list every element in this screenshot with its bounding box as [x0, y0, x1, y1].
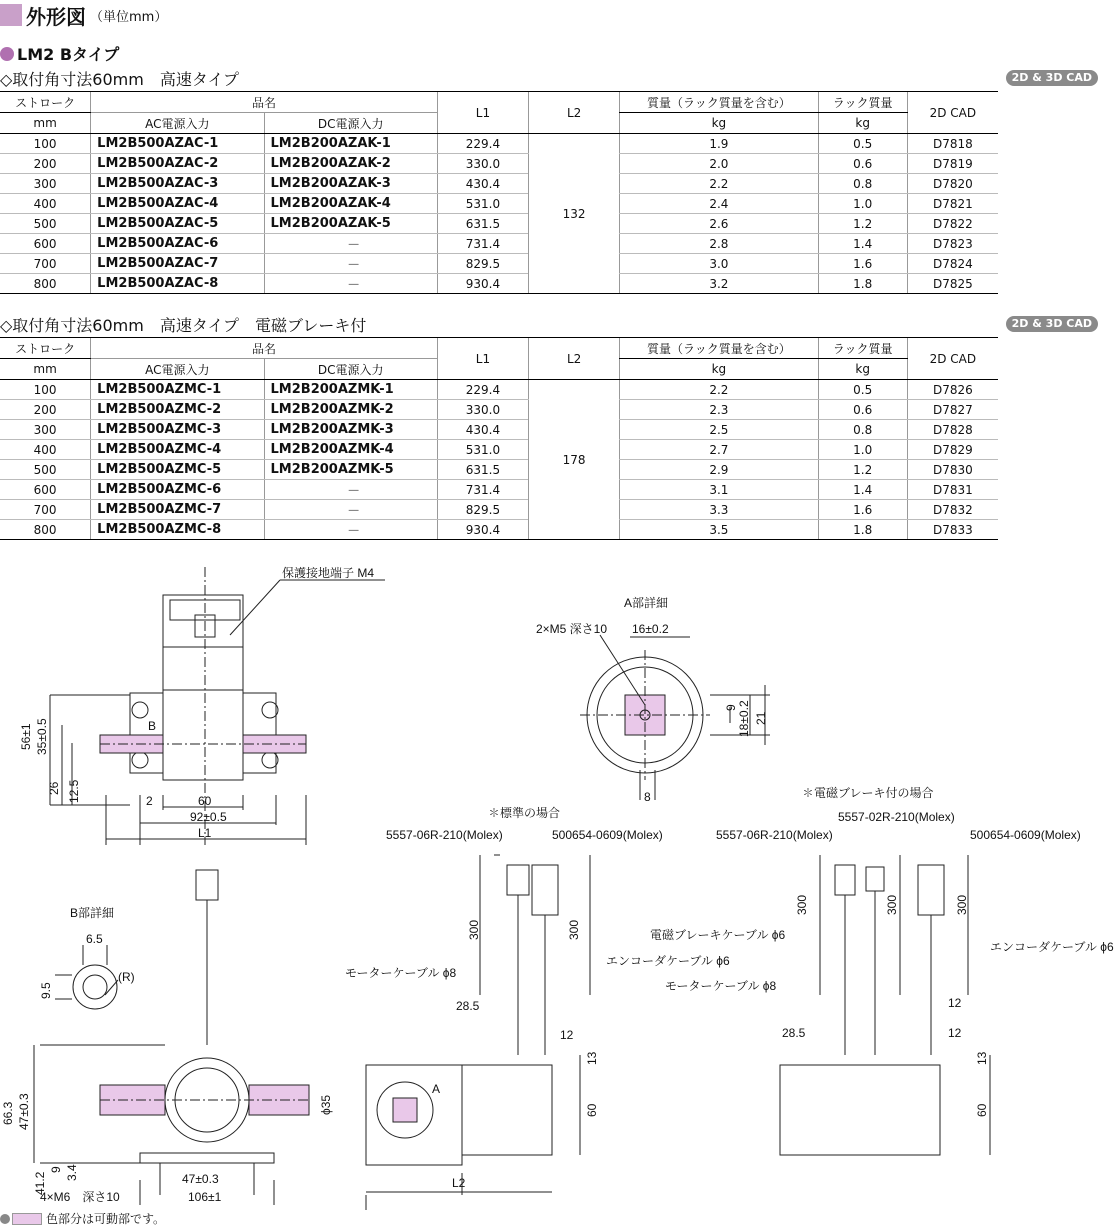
cell-l1: 731.4	[437, 480, 528, 500]
cell-stroke: 200	[0, 400, 91, 420]
cell-stroke: 400	[0, 440, 91, 460]
dim-18: 18±0.2	[737, 700, 751, 737]
cell-rack: 1.6	[818, 500, 907, 520]
col-rack-unit: kg	[818, 359, 907, 380]
dim-66-3: 66.3	[1, 1101, 15, 1125]
cell-mass: 3.2	[620, 274, 818, 294]
col-rack-unit: kg	[818, 113, 907, 134]
cell-mass: 3.3	[620, 500, 818, 520]
cell-l1: 829.5	[437, 500, 528, 520]
dim-106: 106±1	[188, 1190, 222, 1204]
table-row	[0, 520, 998, 540]
col-part: 品名	[91, 92, 438, 113]
cad-badge-1[interactable]: 2D & 3D CAD	[1006, 70, 1098, 86]
table-row	[0, 500, 998, 520]
legend	[0, 1210, 165, 1227]
cell-mass: 3.5	[620, 520, 818, 540]
col-mass-unit: kg	[620, 359, 818, 380]
cell-mass: 2.2	[620, 174, 818, 194]
page-title: 外形図	[26, 4, 86, 29]
cell-ac: LM2B500AZMC-4	[91, 440, 264, 460]
cell-mass: 1.9	[620, 134, 818, 154]
dim-3-4: 3.4	[65, 1164, 79, 1181]
cell-cad[interactable]: D7823	[907, 234, 998, 254]
cell-l1: 531.0	[437, 440, 528, 460]
cell-rack: 1.4	[818, 234, 907, 254]
col-mass: 質量（ラック質量を含む）	[620, 338, 818, 359]
cell-ac: LM2B500AZAC-2	[91, 154, 264, 174]
cell-l2: 178	[529, 380, 620, 540]
cell-ac: LM2B500AZMC-7	[91, 500, 264, 520]
dim-l1: L1	[198, 826, 212, 840]
dim-35: 35±0.5	[35, 718, 49, 755]
cell-dc: LM2B200AZMK-1	[264, 380, 437, 400]
col-l2: L2	[529, 338, 620, 380]
cell-dc: －	[264, 234, 437, 254]
std-encoder-cable: エンコーダケーブル ϕ6	[606, 954, 730, 968]
cell-stroke: 100	[0, 134, 91, 154]
cell-l1: 229.4	[437, 134, 528, 154]
cell-l1: 731.4	[437, 234, 528, 254]
cell-cad[interactable]: D7826	[907, 380, 998, 400]
cell-mass: 2.2	[620, 380, 818, 400]
cell-ac: LM2B500AZAC-6	[91, 234, 264, 254]
cell-cad[interactable]: D7828	[907, 420, 998, 440]
cell-rack: 1.2	[818, 460, 907, 480]
dim-47: 47±0.3	[17, 1093, 31, 1130]
cell-ac: LM2B500AZAC-5	[91, 214, 264, 234]
cell-rack: 1.0	[818, 194, 907, 214]
brake-dim-13: 13	[975, 1051, 989, 1065]
cell-cad[interactable]: D7821	[907, 194, 998, 214]
movable-swatch	[12, 1213, 42, 1225]
end-view	[34, 870, 310, 1205]
mark-a: A	[432, 1082, 441, 1096]
cell-mass: 2.4	[620, 194, 818, 214]
cell-stroke: 800	[0, 274, 91, 294]
table-row	[0, 214, 998, 234]
spec-table-brake	[0, 337, 998, 540]
cell-cad[interactable]: D7818	[907, 134, 998, 154]
col-cad: 2D CAD	[907, 338, 998, 380]
table-row	[0, 400, 998, 420]
std-dim-12: 12	[560, 1028, 574, 1042]
cell-dc: －	[264, 254, 437, 274]
cell-cad[interactable]: D7831	[907, 480, 998, 500]
m5-label: 2×M5 深さ10	[536, 622, 608, 636]
std-side-view	[366, 855, 590, 1210]
cell-stroke: 600	[0, 234, 91, 254]
cell-ac: LM2B500AZMC-3	[91, 420, 264, 440]
cell-rack: 0.5	[818, 380, 907, 400]
table-row	[0, 154, 998, 174]
dim-21: 21	[754, 711, 768, 725]
std-case-label: ✽標準の場合	[488, 806, 561, 820]
cell-dc: LM2B200AZAK-1	[264, 134, 437, 154]
cell-stroke: 800	[0, 520, 91, 540]
cell-dc: LM2B200AZMK-2	[264, 400, 437, 420]
std-dim-60: 60	[585, 1103, 599, 1117]
dim-47b: 47±0.3	[182, 1172, 219, 1186]
cell-cad[interactable]: D7824	[907, 254, 998, 274]
cell-mass: 2.9	[620, 460, 818, 480]
cell-mass: 2.6	[620, 214, 818, 234]
cell-cad[interactable]: D7830	[907, 460, 998, 480]
cell-rack: 0.6	[818, 400, 907, 420]
cell-rack: 1.4	[818, 480, 907, 500]
bullet-icon	[0, 47, 14, 61]
cell-ac: LM2B500AZAC-8	[91, 274, 264, 294]
m6-label: 4×M6 深さ10	[40, 1190, 120, 1204]
cad-badge-2[interactable]: 2D & 3D CAD	[1006, 316, 1098, 332]
std-dim-300a: 300	[467, 919, 481, 940]
dim-56: 56±1	[19, 723, 33, 750]
col-dc: DC電源入力	[264, 113, 437, 134]
table-row	[0, 134, 998, 154]
brake-dim-300a: 300	[795, 894, 809, 915]
cell-rack: 0.8	[818, 174, 907, 194]
cell-l1: 829.5	[437, 254, 528, 274]
cell-rack: 1.0	[818, 440, 907, 460]
table-row	[0, 254, 998, 274]
table-row	[0, 480, 998, 500]
dim-2: 2	[146, 794, 153, 808]
table-row	[0, 420, 998, 440]
outline-drawing	[0, 555, 1120, 1210]
std-dim-28-5: 28.5	[456, 999, 480, 1013]
dim-phi35: ϕ35	[319, 1094, 333, 1115]
brake-conn-06r: 5557-06R-210(Molex)	[716, 828, 833, 842]
col-dc: DC電源入力	[264, 359, 437, 380]
type-heading	[0, 42, 119, 65]
cell-mass: 2.3	[620, 400, 818, 420]
brake-dim-300b: 300	[885, 894, 899, 915]
cell-stroke: 400	[0, 194, 91, 214]
dim-9: 9	[724, 704, 738, 711]
std-motor-cable: モーターケーブル ϕ8	[345, 966, 457, 980]
type-label: LM2 Bタイプ	[17, 45, 120, 64]
brake-dim-300c: 300	[955, 894, 969, 915]
table-row	[0, 380, 998, 400]
dim-26: 26	[47, 781, 61, 795]
cell-l2: 132	[529, 134, 620, 294]
cell-ac: LM2B500AZAC-3	[91, 174, 264, 194]
cell-cad[interactable]: D7832	[907, 500, 998, 520]
cell-dc: LM2B200AZAK-3	[264, 174, 437, 194]
cell-ac: LM2B500AZMC-5	[91, 460, 264, 480]
cell-rack: 0.6	[818, 154, 907, 174]
table-row	[0, 460, 998, 480]
dim-92: 92±0.5	[190, 810, 227, 824]
cell-ac: LM2B500AZMC-8	[91, 520, 264, 540]
col-part: 品名	[91, 338, 438, 359]
cell-rack: 0.5	[818, 134, 907, 154]
dim-9b: 9	[49, 1166, 63, 1173]
ground-terminal-label: 保護接地端子 M4	[282, 566, 375, 580]
cell-mass: 2.7	[620, 440, 818, 460]
cell-stroke: 200	[0, 154, 91, 174]
col-l2: L2	[529, 92, 620, 134]
cell-dc: －	[264, 520, 437, 540]
dim-r: (R)	[118, 970, 135, 984]
table-row	[0, 440, 998, 460]
cell-cad[interactable]: D7829	[907, 440, 998, 460]
cell-mass: 3.0	[620, 254, 818, 274]
std-conn-500654: 500654-0609(Molex)	[552, 828, 663, 842]
detail-b-label: B部詳細	[70, 906, 115, 920]
cell-ac: LM2B500AZAC-7	[91, 254, 264, 274]
brake-brake-cable: 電磁ブレーキケーブル ϕ6	[650, 928, 786, 942]
mark-b: B	[148, 719, 157, 733]
cell-dc: LM2B200AZMK-4	[264, 440, 437, 460]
cell-cad[interactable]: D7822	[907, 214, 998, 234]
col-stroke: ストローク	[0, 338, 91, 359]
section-title-2: ◇取付角寸法60mm 高速タイプ 電磁ブレーキ付	[0, 316, 367, 335]
cell-cad[interactable]: D7820	[907, 174, 998, 194]
spec-table-standard	[0, 91, 998, 294]
col-ac: AC電源入力	[91, 359, 264, 380]
cell-mass: 3.1	[620, 480, 818, 500]
col-mass: 質量（ラック質量を含む）	[620, 92, 818, 113]
dim-8: 8	[644, 790, 651, 804]
cell-mass: 2.0	[620, 154, 818, 174]
section-title-1: ◇取付角寸法60mm 高速タイプ	[0, 70, 240, 89]
cell-dc: LM2B200AZMK-3	[264, 420, 437, 440]
std-dim-13: 13	[585, 1051, 599, 1065]
cell-l1: 531.0	[437, 194, 528, 214]
cell-stroke: 300	[0, 420, 91, 440]
dim-6-5: 6.5	[86, 932, 103, 946]
cell-l1: 330.0	[437, 400, 528, 420]
front-view	[50, 567, 385, 845]
legend-bullet-icon	[0, 1214, 10, 1224]
col-l1: L1	[437, 338, 528, 380]
title-marker	[0, 4, 22, 26]
cell-stroke: 700	[0, 500, 91, 520]
page-header	[0, 2, 167, 28]
dim-12-5: 12.5	[67, 779, 81, 803]
cell-stroke: 500	[0, 460, 91, 480]
col-rack: ラック質量	[818, 338, 907, 359]
brake-motor-cable: モーターケーブル ϕ8	[665, 979, 777, 993]
cell-stroke: 100	[0, 380, 91, 400]
cell-ac: LM2B500AZAC-1	[91, 134, 264, 154]
cell-l1: 631.5	[437, 460, 528, 480]
cell-l1: 430.4	[437, 174, 528, 194]
cell-ac: LM2B500AZMC-1	[91, 380, 264, 400]
cell-dc: －	[264, 480, 437, 500]
dim-41-2: 41.2	[33, 1171, 47, 1195]
cell-rack: 0.8	[818, 420, 907, 440]
cell-rack: 1.8	[818, 520, 907, 540]
cell-l1: 330.0	[437, 154, 528, 174]
col-l1: L1	[437, 92, 528, 134]
cell-dc: －	[264, 500, 437, 520]
cell-cad[interactable]: D7833	[907, 520, 998, 540]
cell-dc: LM2B200AZMK-5	[264, 460, 437, 480]
dim-l2: L2	[452, 1176, 466, 1190]
table-row	[0, 234, 998, 254]
cell-mass: 2.5	[620, 420, 818, 440]
cell-rack: 1.2	[818, 214, 907, 234]
cell-ac: LM2B500AZMC-2	[91, 400, 264, 420]
dim-16: 16±0.2	[632, 622, 669, 636]
cell-mass: 2.8	[620, 234, 818, 254]
brake-dim-60: 60	[975, 1103, 989, 1117]
detail-a-label: A部詳細	[624, 596, 669, 610]
cell-l1: 229.4	[437, 380, 528, 400]
cell-rack: 1.8	[818, 274, 907, 294]
detail-b-view	[55, 945, 118, 1009]
cell-stroke: 300	[0, 174, 91, 194]
std-conn-06r: 5557-06R-210(Molex)	[386, 828, 503, 842]
legend-text: 色部分は可動部です。	[46, 1212, 166, 1226]
cell-stroke: 500	[0, 214, 91, 234]
brake-case-label: ✽電磁ブレーキ付の場合	[802, 786, 934, 800]
col-stroke-unit: mm	[0, 113, 91, 134]
cell-l1: 430.4	[437, 420, 528, 440]
cell-dc: LM2B200AZAK-5	[264, 214, 437, 234]
cell-rack: 1.6	[818, 254, 907, 274]
brake-conn-02r: 5557-02R-210(Molex)	[838, 810, 955, 824]
brake-encoder-cable: エンコーダケーブル ϕ6	[990, 940, 1114, 954]
table-row	[0, 274, 998, 294]
cell-dc: LM2B200AZAK-2	[264, 154, 437, 174]
std-dim-300b: 300	[567, 919, 581, 940]
cell-l1: 930.4	[437, 274, 528, 294]
dim-60: 60	[198, 794, 212, 808]
brake-dim-28-5: 28.5	[782, 1026, 806, 1040]
cell-dc: LM2B200AZAK-4	[264, 194, 437, 214]
col-rack: ラック質量	[818, 92, 907, 113]
col-stroke: ストローク	[0, 92, 91, 113]
brake-dim-12a: 12	[948, 996, 962, 1010]
dim-9-5: 9.5	[39, 982, 53, 999]
cell-stroke: 600	[0, 480, 91, 500]
cell-l1: 631.5	[437, 214, 528, 234]
brake-conn-500654: 500654-0609(Molex)	[970, 828, 1081, 842]
brake-dim-12b: 12	[948, 1026, 962, 1040]
table-row	[0, 174, 998, 194]
unit-note: （単位mm）	[90, 9, 168, 25]
cell-cad[interactable]: D7819	[907, 154, 998, 174]
cell-dc: －	[264, 274, 437, 294]
cell-cad[interactable]: D7827	[907, 400, 998, 420]
table-row	[0, 194, 998, 214]
col-mass-unit: kg	[620, 113, 818, 134]
cell-stroke: 700	[0, 254, 91, 274]
cell-ac: LM2B500AZMC-6	[91, 480, 264, 500]
col-stroke-unit: mm	[0, 359, 91, 380]
cell-ac: LM2B500AZAC-4	[91, 194, 264, 214]
cell-cad[interactable]: D7825	[907, 274, 998, 294]
col-ac: AC電源入力	[91, 113, 264, 134]
col-cad: 2D CAD	[907, 92, 998, 134]
cell-l1: 930.4	[437, 520, 528, 540]
